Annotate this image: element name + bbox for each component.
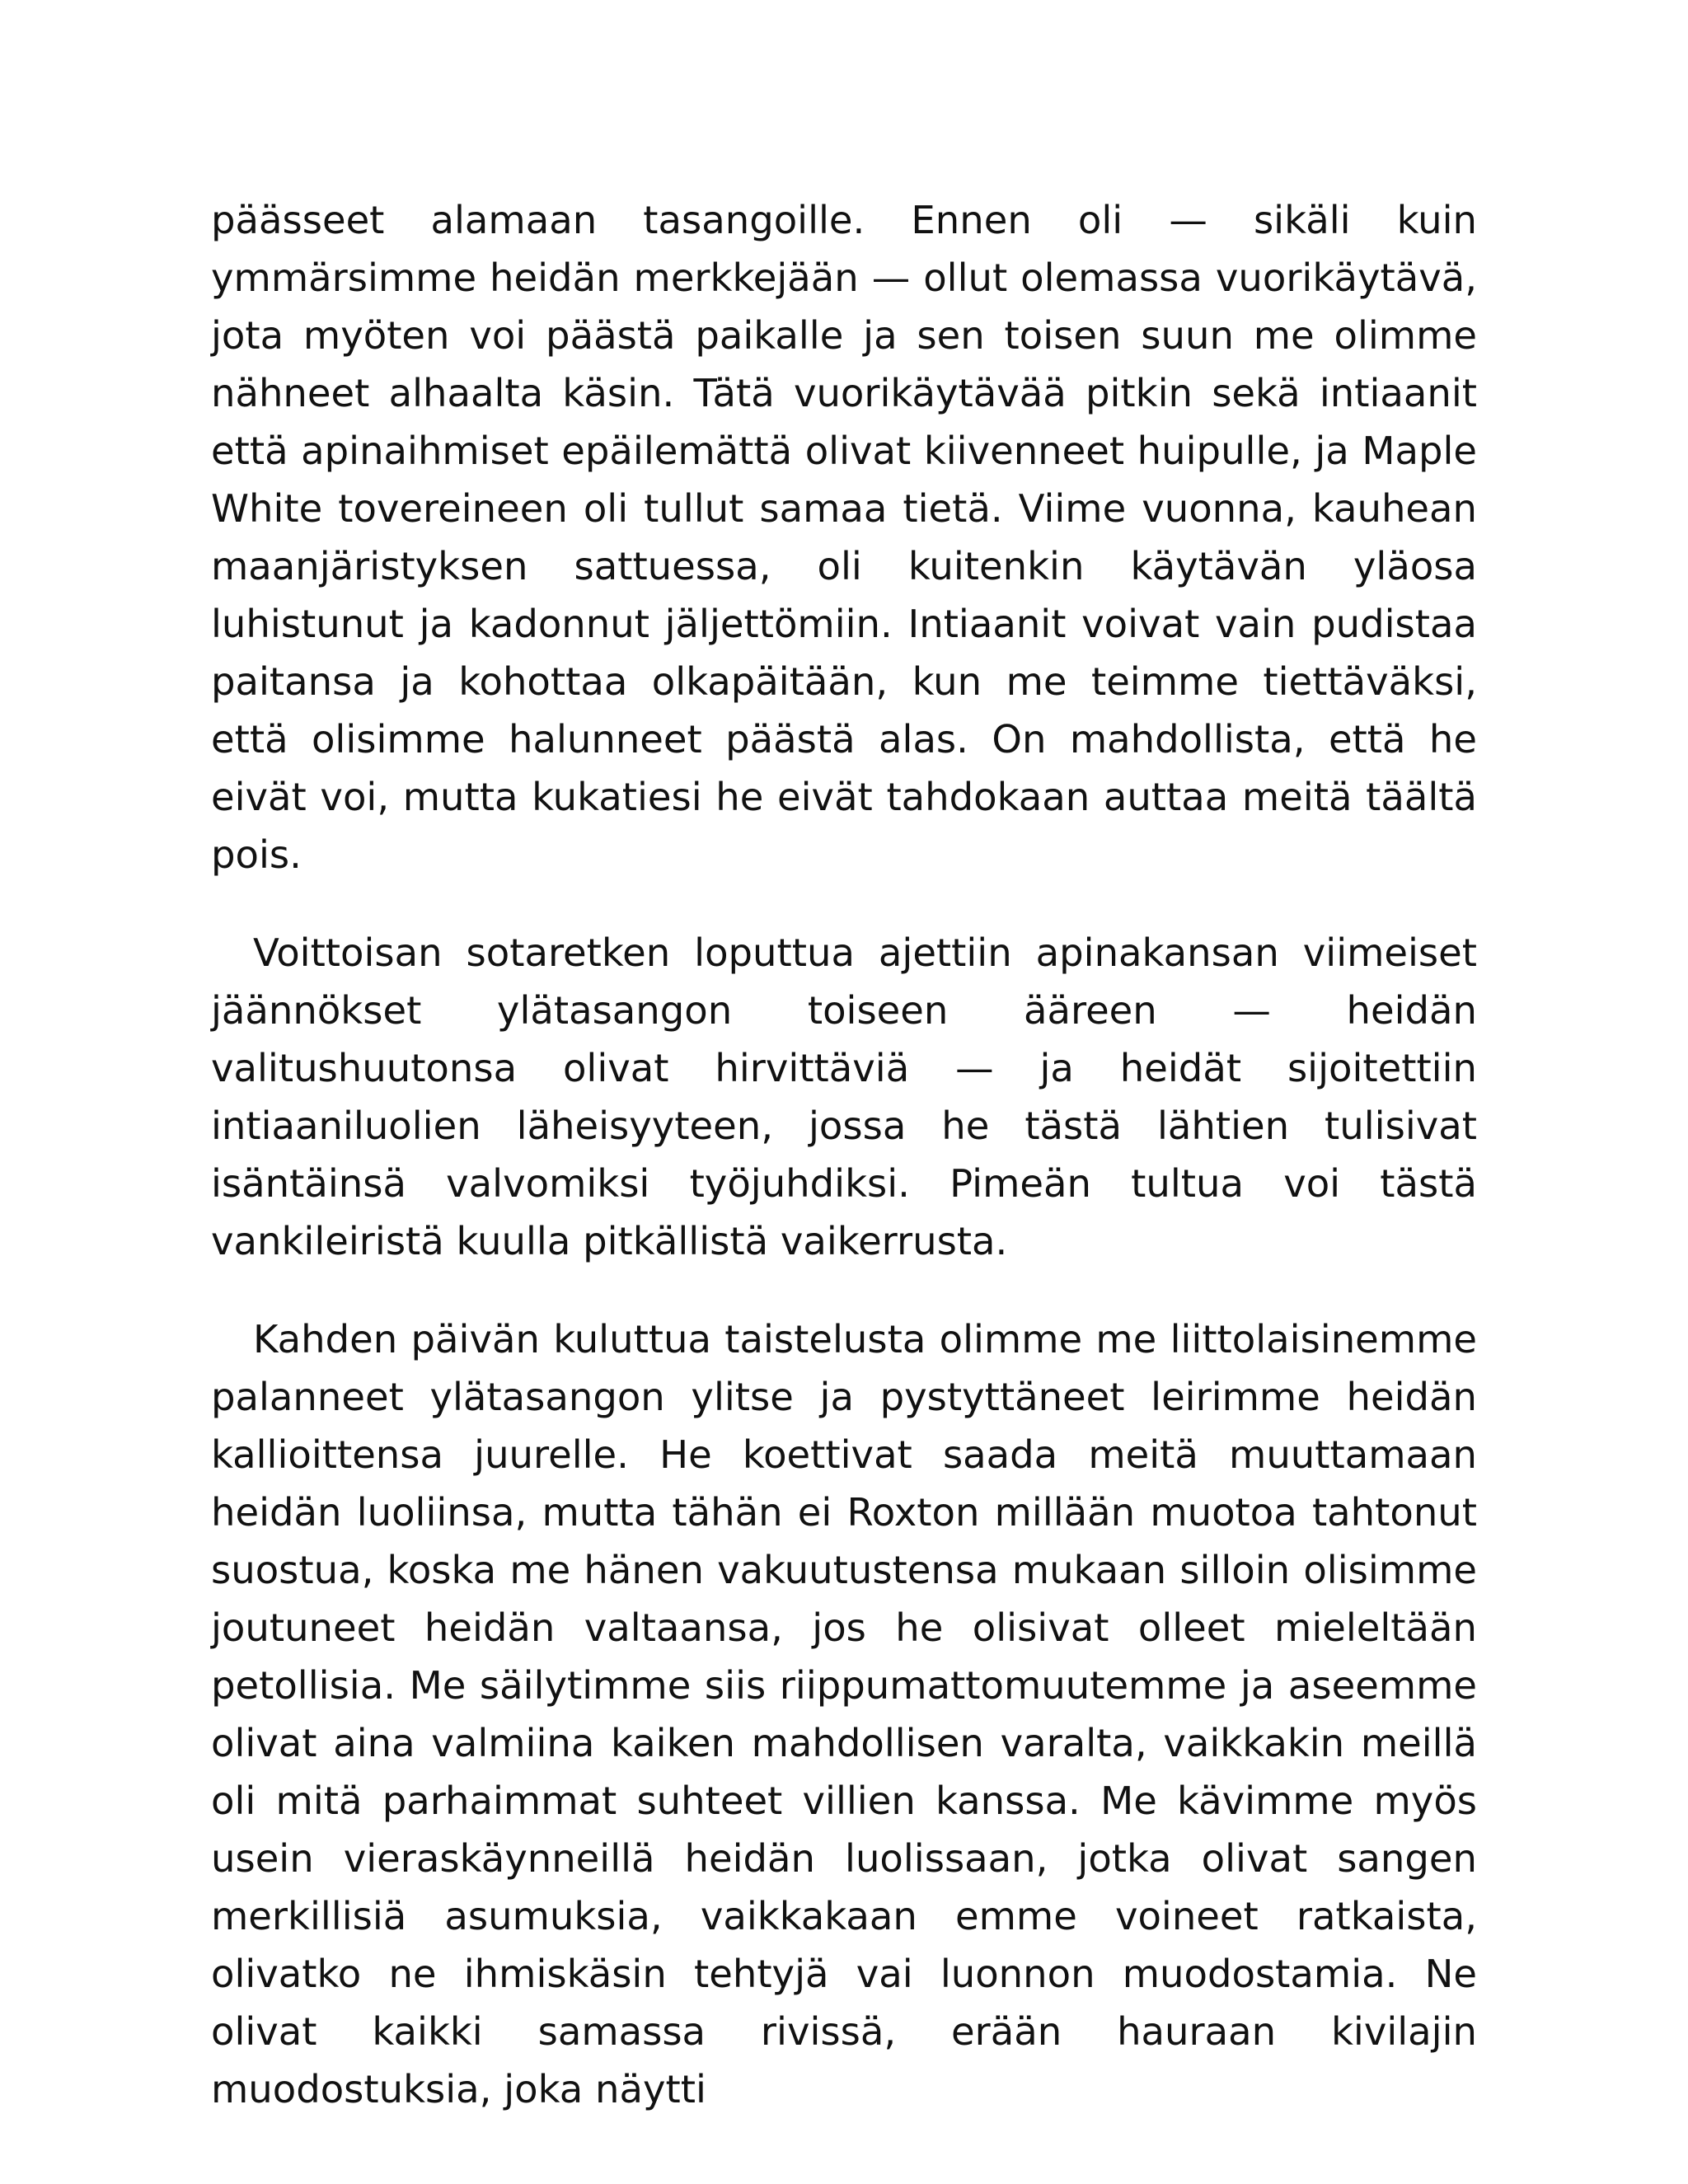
- body-text: [211, 191, 1477, 2118]
- paragraph-continued: päässeet alamaan tasangoille. Ennen oli — sikäli kuin ymmärsimme heidän merkkejään — ollut olemassa vuorikäytävä, jota myöten voi päästä paikalle ja sen toisen suun me olimme nähneet alhaalta käsin. Tätä vuorikäytävää pitkin sekä intiaanit että apinaihmiset epäilemättä olivat kiivenneet huipulle, ja Maple White tovereineen oli tullut samaa tietä. Viime vuonna, kauhean maanjäristyksen sattuessa, oli kuitenkin käytävän yläosa luhistunut ja kadonnut jäljettömiin. Intiaanit voivat vain pudistaa paitansa ja kohottaa olkapäitään, kun me teimme tiettäväksi, että olisimme halunneet päästä alas. On mahdollista, että he eivät voi, mutta kukatiesi he eivät tahdokaan auttaa meitä täältä pois.: [211, 198, 1477, 877]
- paragraph: Voittoisan sotaretken loputtua ajettiin apinakansan viimeiset jäännökset ylätasangon toiseen ääreen — heidän valitushuutonsa olivat hirvittäviä — ja heidät sijoitettiin intiaaniluolien läheisyyteen, jossa he tästä lähtien tulisivat isäntäinsä valvomiksi työjuhdiksi. Pimeän tultua voi tästä vankileiristä kuulla pitkällistä vaikerrusta.: [211, 930, 1477, 1263]
- paragraph: Kahden päivän kuluttua taistelusta olimme me liittolaisinemme palanneet ylätasangon ylitse ja pystyttäneet leirimme heidän kallioittensa juurelle. He koettivat saada meitä muuttamaan heidän luoliinsa, mutta tähän ei Roxton millään muotoa tahtonut suostua, koska me hänen vakuutustensa mukaan silloin olisimme joutuneet heidän valtaansa, jos he olisivat olleet mieleltään petollisia. Me säilytimme siis riippumattomuutemme ja aseemme olivat aina valmiina kaiken mahdollisen varalta, vaikkakin meillä oli mitä parhaimmat suhteet villien kanssa. Me kävimme myös usein vieraskäynneillä heidän luolissaan, jotka olivat sangen merkillisiä asumuksia, vaikkakaan emme voineet ratkaista, olivatko ne ihmiskäsin tehtyjä vai luonnon muodostamia. Ne olivat kaikki samassa rivissä, erään hauraan kivilajin muodostuksia, joka näytti: [211, 1317, 1477, 2111]
